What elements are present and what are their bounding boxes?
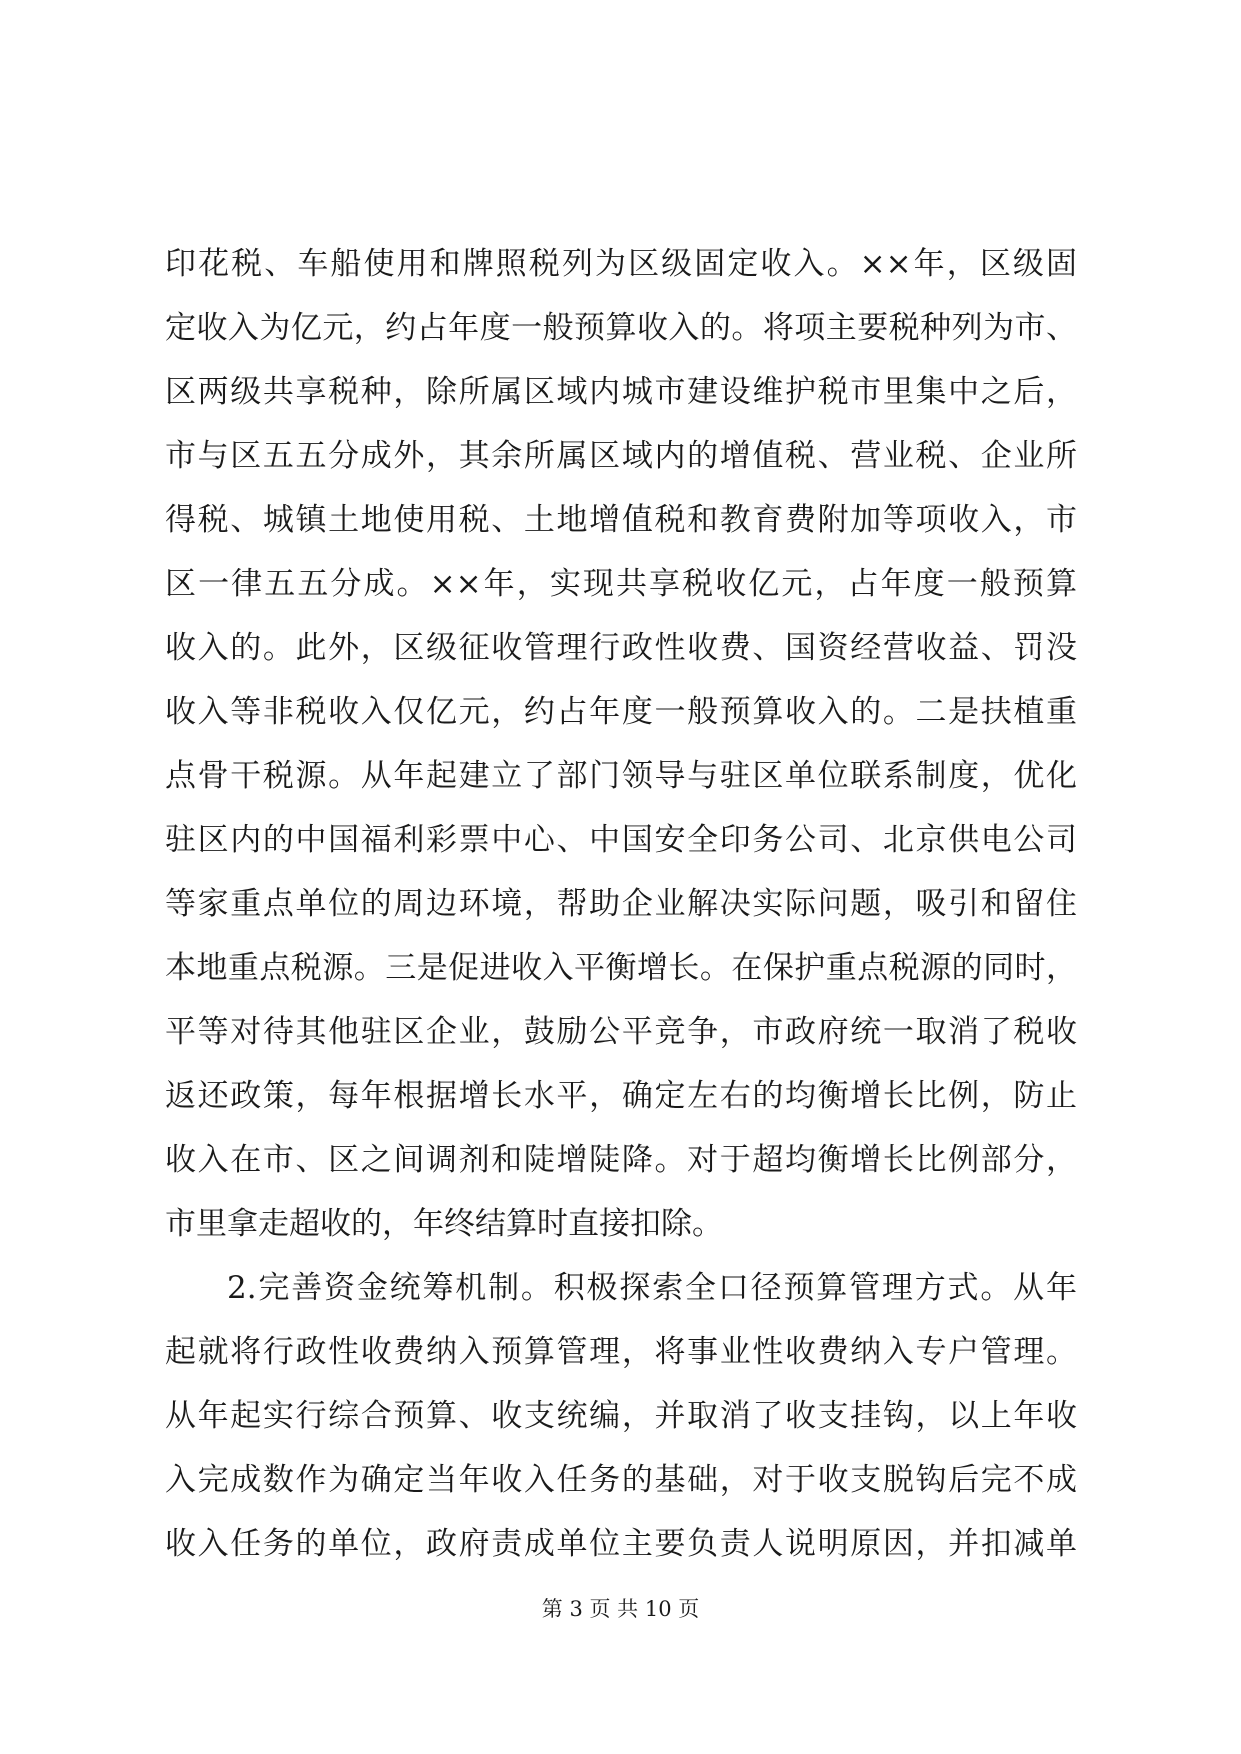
text-line: 收入在市、区之间调剂和陡增陡降。对于超均衡增长比例部分， xyxy=(165,1142,1077,1178)
text-line: 等家重点单位的周边环境，帮助企业解决实际问题，吸引和留住 xyxy=(165,886,1077,922)
text-line: 本地重点税源。三是促进收入平衡增长。在保护重点税源的同时， xyxy=(165,950,1077,986)
paragraph-2 xyxy=(165,1256,1077,1576)
text-line: 收入任务的单位，政府责成单位主要负责人说明原因，并扣减单 xyxy=(165,1526,1077,1562)
text-line: 市与区五五分成外，其余所属区域内的增值税、营业税、企业所 xyxy=(165,438,1077,474)
text-line: 驻区内的中国福利彩票中心、中国安全印务公司、北京供电公司 xyxy=(165,822,1077,858)
text-line: 返还政策，每年根据增长水平，确定左右的均衡增长比例，防止 xyxy=(165,1078,1077,1114)
text-line: 收入等非税收入仅亿元，约占年度一般预算收入的。二是扶植重 xyxy=(165,694,1077,730)
text-line: 得税、城镇土地使用税、土地增值税和教育费附加等项收入，市 xyxy=(165,502,1077,538)
text-line: 从年起实行综合预算、收支统编，并取消了收支挂钩，以上年收 xyxy=(165,1398,1077,1434)
text-line: 市里拿走超收的，年终结算时直接扣除。 xyxy=(165,1206,723,1242)
text-line: 起就将行政性收费纳入预算管理，将事业性收费纳入专户管理。 xyxy=(165,1334,1077,1370)
text-line: 入完成数作为确定当年收入任务的基础，对于收支脱钩后完不成 xyxy=(165,1462,1077,1498)
page-number-label: 第 3 页 共 10 页 xyxy=(541,1597,700,1621)
page-footer xyxy=(0,1594,1241,1624)
text-line: 区一律五五分成。××年，实现共享税收亿元，占年度一般预算 xyxy=(165,566,1077,602)
text-line: 区两级共享税种，除所属区域内城市建设维护税市里集中之后， xyxy=(165,374,1077,410)
text-line: 印花税、车船使用和牌照税列为区级固定收入。××年，区级固 xyxy=(165,246,1077,282)
text-line: 收入的。此外，区级征收管理行政性收费、国资经营收益、罚没 xyxy=(165,630,1077,666)
document-body xyxy=(165,232,1077,1576)
text-line: 2.完善资金统筹机制。积极探索全口径预算管理方式。从年 xyxy=(227,1270,1077,1306)
text-line: 点骨干税源。从年起建立了部门领导与驻区单位联系制度，优化 xyxy=(165,758,1077,794)
text-line: 定收入为亿元，约占年度一般预算收入的。将项主要税种列为市、 xyxy=(165,310,1077,346)
text-line: 平等对待其他驻区企业，鼓励公平竞争，市政府统一取消了税收 xyxy=(165,1014,1077,1050)
paragraph-1 xyxy=(165,232,1077,1256)
